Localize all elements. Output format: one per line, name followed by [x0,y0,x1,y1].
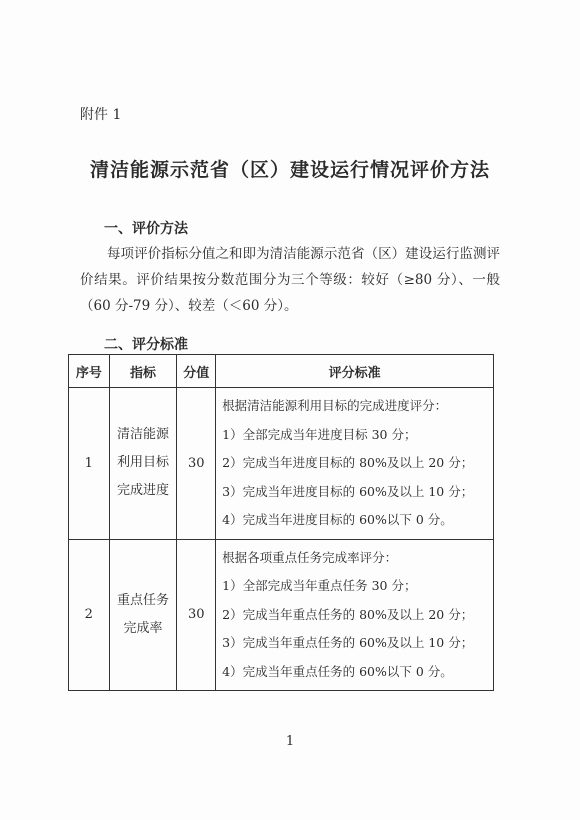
criteria-line: 2）完成当年进度目标的 80%及以上 20 分； [222,455,474,470]
attachment-label: 附件 1 [80,107,122,123]
criteria-line: 4）完成当年进度目标的 60%以下 0 分。 [222,512,453,527]
row-criteria [216,388,494,540]
scoring-table [68,354,494,691]
criteria-line: 根据各项重点任务完成率评分： [222,549,398,565]
row-number: 1 [69,388,110,540]
row-indicator [109,539,177,691]
header-no: 序号 [69,355,110,388]
header-score: 分值 [177,355,216,388]
table-row [69,388,494,540]
criteria-line: 4）完成当年重点任务的 60%以下 0 分。 [222,663,453,679]
table-row [69,539,494,691]
row-number: 2 [69,539,110,691]
indicator-line: 重点任务 [117,592,170,608]
header-criteria: 评分标准 [216,355,494,388]
indicator-line: 利用目标 [117,455,170,471]
section-heading-method: 一、评价方法 [104,221,188,237]
criteria-line: 根据清洁能源利用目标的完成进度评分： [222,398,448,413]
header-indicator: 指标 [109,355,177,388]
row-indicator [109,388,177,540]
criteria-line: 1）全部完成当年重点任务 30 分； [222,578,417,593]
table-header-row [69,355,494,388]
indicator-line: 完成率 [123,620,163,636]
criteria-line: 3）完成当年进度目标的 60%及以上 10 分； [222,483,474,499]
indicator-line: 完成进度 [117,483,170,499]
criteria-line: 2）完成当年重点任务的 80%及以上 20 分； [222,606,474,622]
row-criteria [216,539,494,691]
row-score: 30 [177,388,216,540]
criteria-line: 1）全部完成当年进度目标 30 分； [222,426,417,442]
method-paragraph: 每项评价指标分值之和即为清洁能源示范省（区）建设运行监测评价结果。评价结果按分数范围分为三个等级：较好（≥80 分）、一般（60 分-79 分）、较差（＜60 分）。 [80,246,500,314]
section-heading-criteria: 二、评分标准 [104,337,188,353]
page-number: 1 [285,734,295,749]
criteria-line: 3）完成当年重点任务的 60%及以上 10 分； [222,635,474,650]
row-score: 30 [177,539,216,691]
indicator-line: 清洁能源 [117,427,170,443]
document-title: 清洁能源示范省（区）建设运行情况评价方法 [89,159,490,181]
